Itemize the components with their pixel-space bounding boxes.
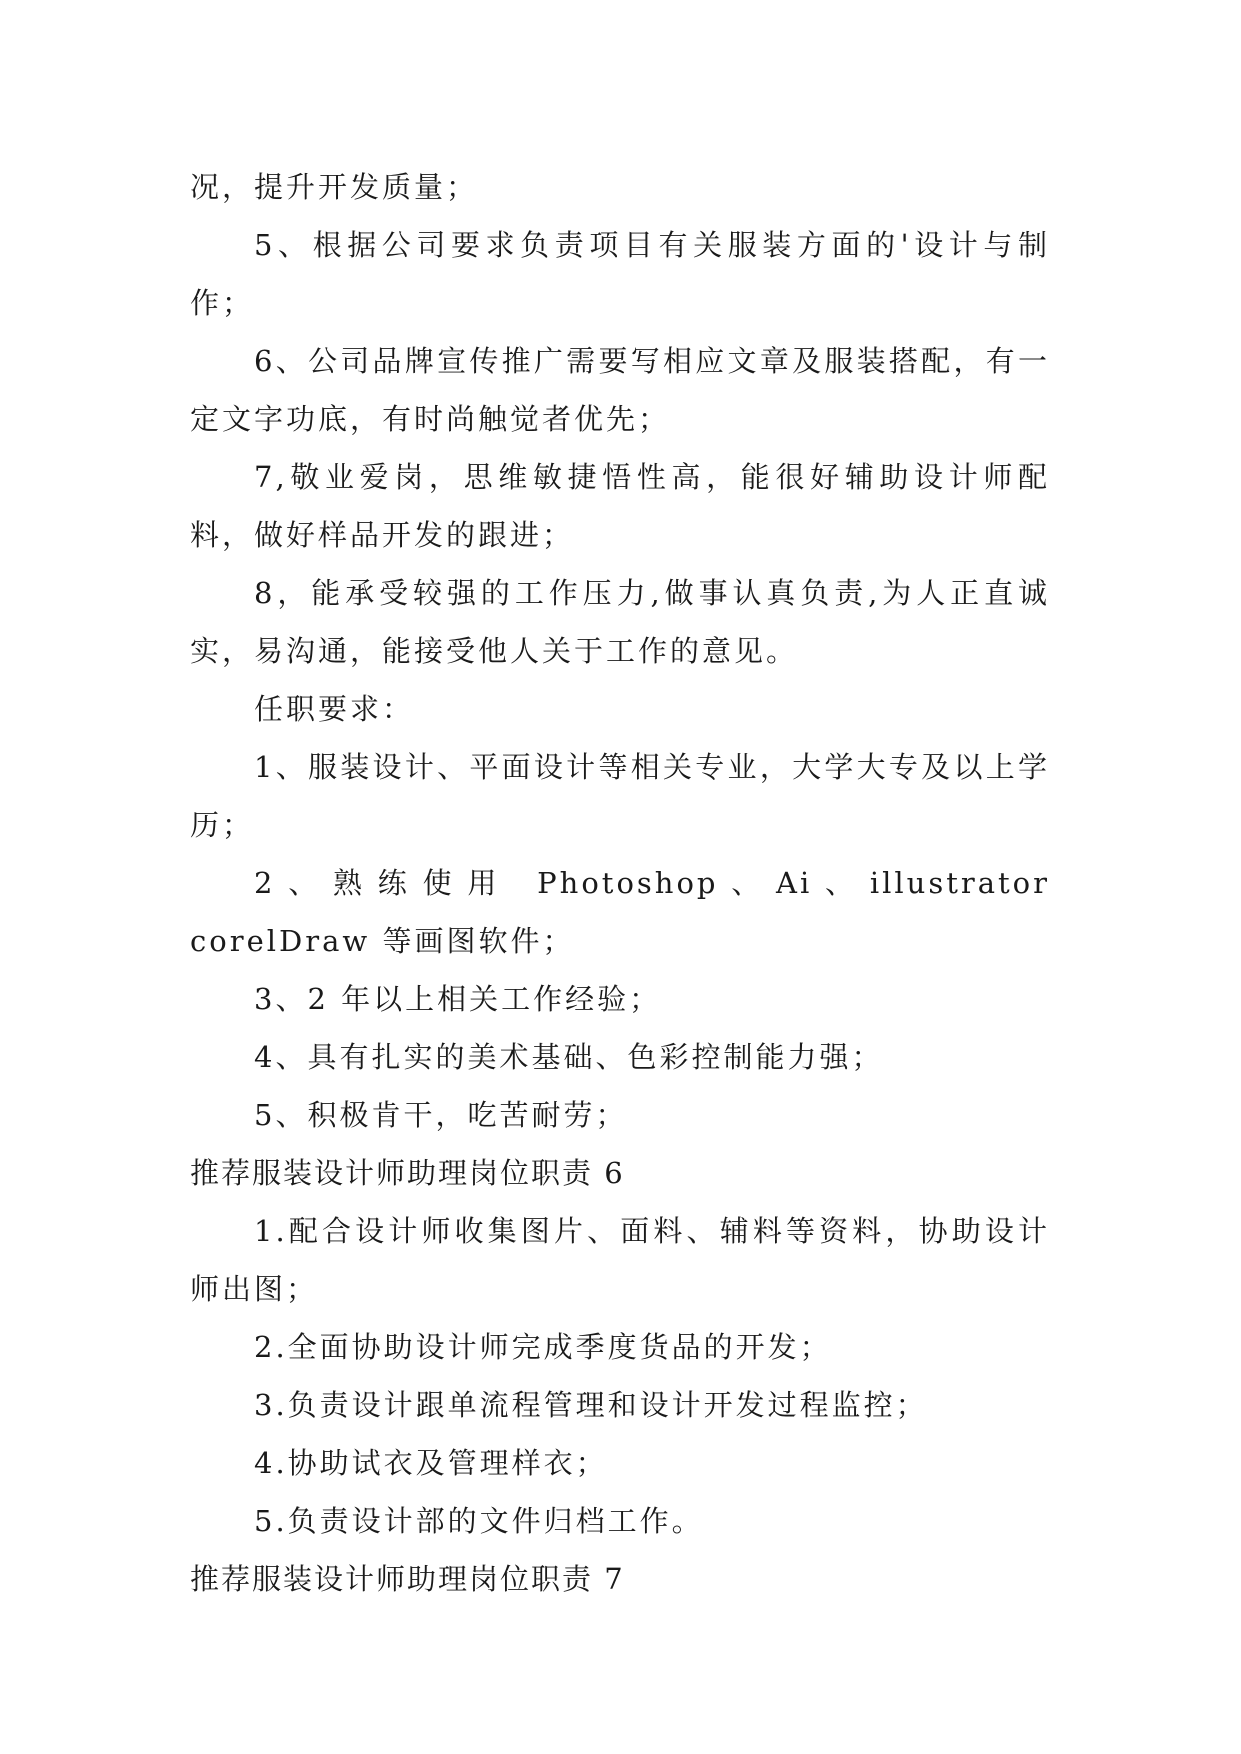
section6-item-4: 4.协助试衣及管理样衣； bbox=[254, 1446, 608, 1480]
section-heading-7: 推荐服装设计师助理岗位职责 7 bbox=[190, 1562, 625, 1596]
requirements-label: 任职要求： bbox=[254, 692, 415, 726]
document-body bbox=[190, 158, 1050, 1608]
requirement-item-4: 4、具有扎实的美术基础、色彩控制能力强； bbox=[254, 1040, 884, 1074]
section-heading-6: 推荐服装设计师助理岗位职责 6 bbox=[190, 1156, 625, 1190]
section6-item-1: 1.配合设计师收集图片、面料、辅料等资料，协助设计师出图； bbox=[190, 1214, 1050, 1306]
section6-item-2: 2.全面协助设计师完成季度货品的开发； bbox=[254, 1330, 832, 1364]
duty-item-5: 5、根据公司要求负责项目有关服装方面的'设计与制作； bbox=[190, 228, 1050, 320]
paragraph-continuation: 况，提升开发质量； bbox=[190, 170, 479, 204]
section6-item-5: 5.负责设计部的文件归档工作。 bbox=[254, 1504, 704, 1538]
section6-item-3: 3.负责设计跟单流程管理和设计开发过程监控； bbox=[254, 1388, 928, 1422]
requirement-item-5: 5、积极肯干，吃苦耐劳； bbox=[254, 1098, 628, 1132]
requirement-item-3: 3、2 年以上相关工作经验； bbox=[254, 982, 662, 1016]
duty-item-6: 6、公司品牌宣传推广需要写相应文章及服装搭配，有一定文字功底，有时尚触觉者优先； bbox=[190, 344, 1050, 436]
requirement-item-2: 2、熟练使用 Photoshop、Ai、illustrator corelDraw 等画图软件； bbox=[190, 866, 1050, 958]
duty-item-8: 8，能承受较强的工作压力,做事认真负责,为人正直诚实，易沟通，能接受他人关于工作的意见。 bbox=[190, 576, 1050, 668]
duty-item-7: 7,敬业爱岗，思维敏捷悟性高，能很好辅助设计师配料，做好样品开发的跟进； bbox=[190, 460, 1050, 552]
requirement-item-1: 1、服装设计、平面设计等相关专业，大学大专及以上学历； bbox=[190, 750, 1050, 842]
